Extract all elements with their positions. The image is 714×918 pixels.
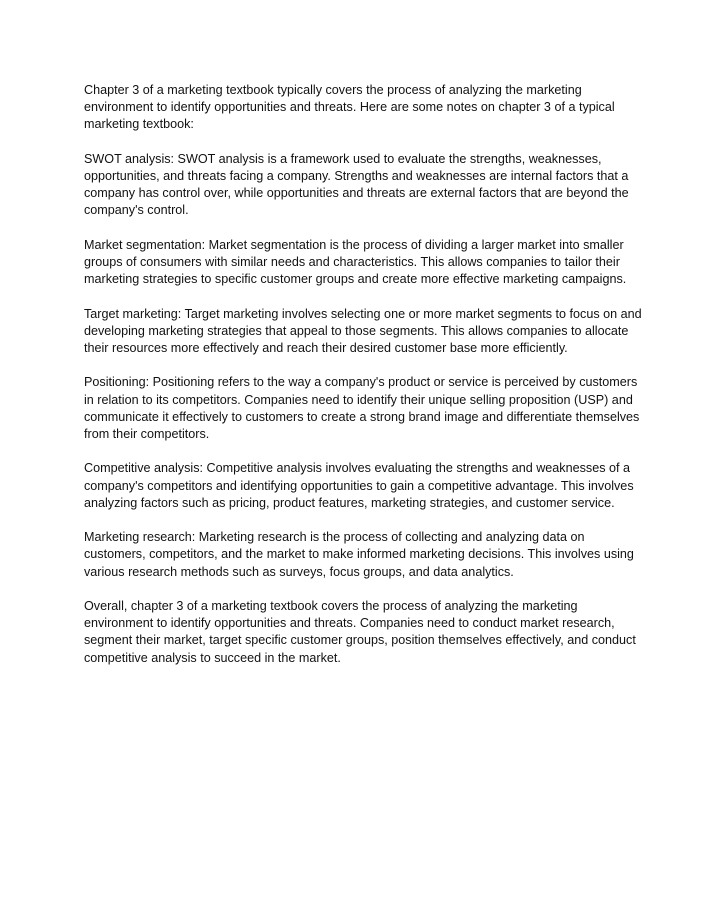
paragraph-conclusion: Overall, chapter 3 of a marketing textbook covers the process of analyzing the marketing environment to identify opportunities and threats. Companies need to conduct market research, segment their market, target specific customer groups, position themselves effectively, and conduct competitive analysis to succeed in the market.	[84, 598, 636, 665]
paragraph-target-marketing: Target marketing: Target marketing involves selecting one or more market segments to focus on and developing marketing strategies that appeal to those segments. This allows companies to allocate their resources more effectively and reach their desired customer base more efficiently.	[84, 306, 642, 355]
paragraph-competitive-analysis: Competitive analysis: Competitive analysis involves evaluating the strengths and weaknesses of a company's competitors and identifying opportunities to gain a competitive advantage. This involves analyzing factors such as pricing, product features, marketing strategies, and customer service.	[84, 461, 634, 510]
paragraph-positioning: Positioning: Positioning refers to the way a company's product or service is perceived by customers in relation to its competitors. Companies need to identify their unique selling proposition (USP) and communicate it effectively to customers to create a strong brand image and differentiate themselves from their competitors.	[84, 375, 640, 441]
paragraph-market-segmentation: Market segmentation: Market segmentation is the process of dividing a larger market into smaller groups of consumers with similar needs and characteristics. This allows companies to tailor their marketing strategies to specific customer groups and create more effective marketing campaigns.	[84, 237, 627, 287]
paragraph-swot-analysis: SWOT analysis: SWOT analysis is a framework used to evaluate the strengths, weaknesses, opportunities, and threats facing a company. Strengths and weaknesses are internal factors that a company has control over, while opportunities and threats are external factors that are beyond the company's control.	[84, 151, 629, 218]
paragraph-intro: Chapter 3 of a marketing textbook typically covers the process of analyzing the marketing environment to identify opportunities and threats. Here are some notes on chapter 3 of a typical marketing textbook:	[84, 83, 615, 132]
document-body	[84, 82, 644, 684]
paragraph-marketing-research: Marketing research: Marketing research is the process of collecting and analyzing data on customers, competitors, and the market to make informed marketing decisions. This involves using various research methods such as surveys, focus groups, and data analytics.	[84, 530, 634, 579]
